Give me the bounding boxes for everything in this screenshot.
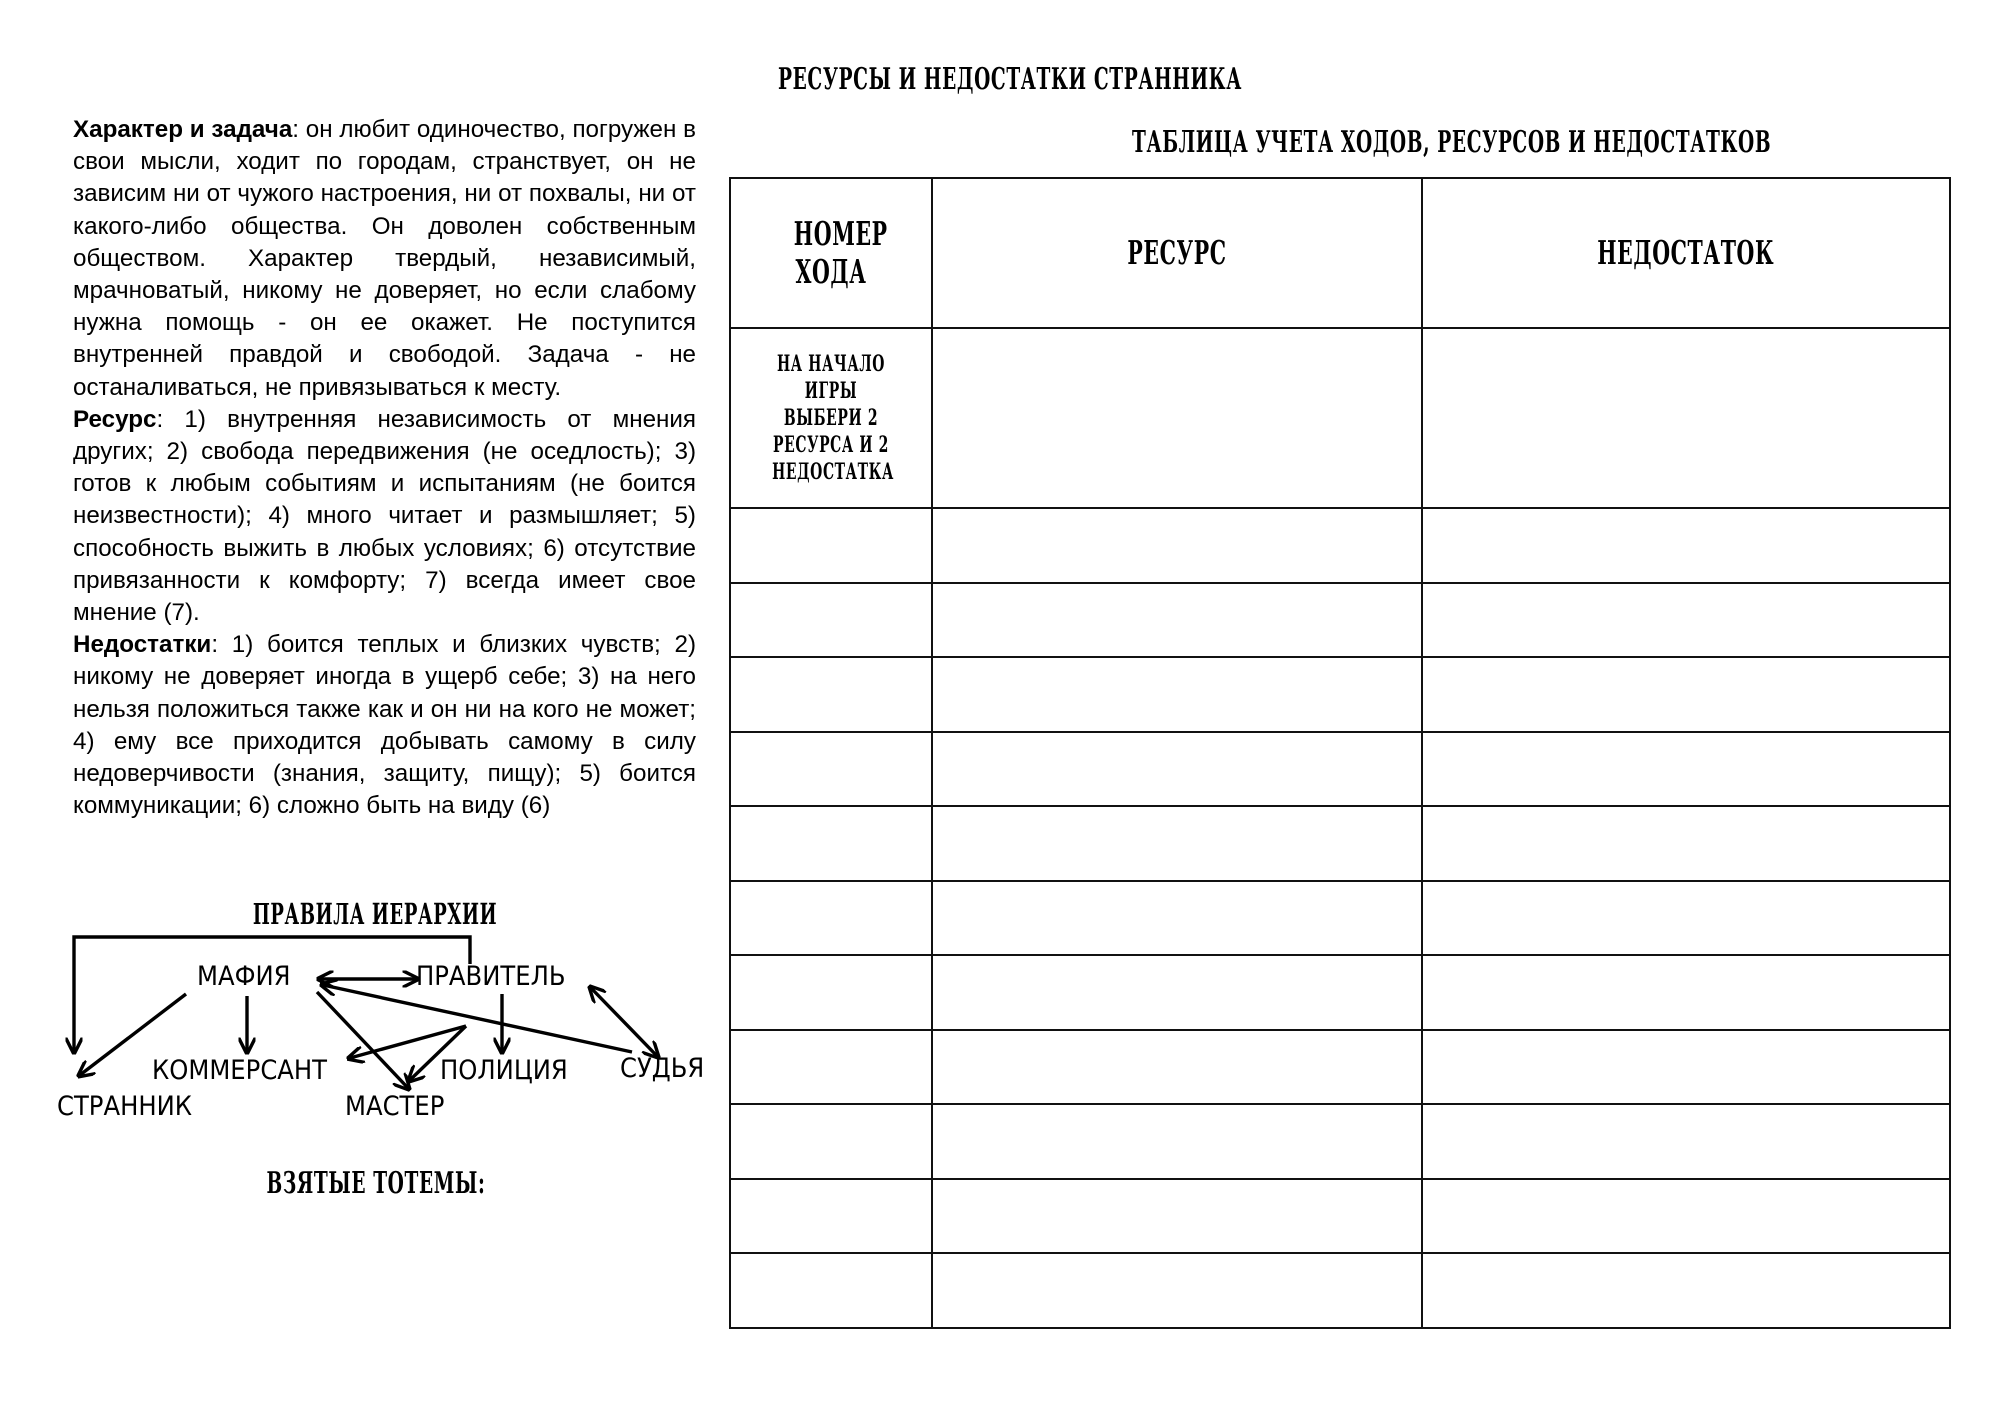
turn-number-cell[interactable] (730, 881, 932, 956)
character-and-task-paragraph (73, 114, 696, 404)
weakness-cell[interactable] (1422, 1030, 1950, 1105)
table-row (730, 1104, 1950, 1179)
weakness-cell[interactable] (1422, 1253, 1950, 1328)
weaknesses-text: : 1) боится теплых и близких чувств; 2) никому не доверяет иногда в ущерб себе; 3) на него нельзя положиться также как и он ни на кого не может; 4) ему все приходится добывать самому в силу недоверчивости (знания, защиту, пищу); 5) боится коммуникации; 6) сложно быть на виду (6) (73, 631, 696, 820)
table-row (730, 881, 1950, 956)
header-resource-label: РЕСУРС (1127, 233, 1227, 272)
resource-cell[interactable] (932, 955, 1422, 1030)
weakness-cell[interactable] (1422, 806, 1950, 881)
header-weakness (1422, 178, 1950, 328)
table-row (730, 657, 1950, 732)
weakness-cell[interactable] (1422, 1179, 1950, 1254)
start-resource-cell[interactable] (932, 328, 1422, 508)
resources-paragraph (73, 404, 696, 629)
turn-number-cell[interactable] (730, 508, 932, 583)
resource-cell[interactable] (932, 1253, 1422, 1328)
table-row (730, 508, 1950, 583)
header-resource (932, 178, 1422, 328)
node-police: ПОЛИЦИЯ (440, 1055, 568, 1086)
resource-cell[interactable] (932, 657, 1422, 732)
resource-cell[interactable] (932, 806, 1422, 881)
weakness-cell[interactable] (1422, 732, 1950, 807)
start-note-text: НА НАЧАЛО ИГРЫ ВЫБЕРИ 2 РЕСУРСА И 2 НЕДОСТАТКА (772, 350, 894, 485)
table-row (730, 1253, 1950, 1328)
weakness-cell[interactable] (1422, 583, 1950, 658)
node-wanderer: СТРАННИК (57, 1091, 193, 1122)
character-and-task-text: : он любит одиночество, погружен в свои мысли, ходит по городам, странствует, он не зависим ни от чужого настроения, ни от похвалы, ни от какого-либо общества. Он доволен собственным обществом. Характер твердый, независимый, мрачноватый, никому не доверяет, но если слабому нужна помощь - он ее окажет. Не поступится внутренней правдой и свободой. Задача - не останаливаться, не привязываться к месту. (73, 116, 696, 401)
start-weakness-cell[interactable] (1422, 328, 1950, 508)
hierarchy-title: ПРАВИЛА ИЕРАРХИИ (252, 897, 498, 931)
node-merchant: КОММЕРСАНТ (152, 1055, 328, 1086)
table-row-start (730, 328, 1950, 508)
hierarchy-diagram (0, 920, 720, 1130)
node-judge: СУДЬЯ (620, 1053, 705, 1084)
turn-number-cell[interactable] (730, 583, 932, 658)
weakness-cell[interactable] (1422, 657, 1950, 732)
node-master: МАСТЕР (345, 1091, 445, 1122)
resource-cell[interactable] (932, 881, 1422, 956)
turn-number-cell[interactable] (730, 657, 932, 732)
weaknesses-paragraph (73, 629, 696, 822)
start-note-cell (730, 328, 932, 508)
table-row (730, 955, 1950, 1030)
character-and-task-label: Характер и задача (73, 116, 293, 143)
header-turn-number-label: НОМЕР ХОДА (793, 214, 888, 291)
turn-number-cell[interactable] (730, 1253, 932, 1328)
resource-cell[interactable] (932, 1030, 1422, 1105)
resources-text: : 1) внутренняя независимость от мнения других; 2) свобода передвижения (не оседлость); 3) готов к любым событиям и испытаниям (не боится неизвестности); 4) много читает и размышляет; 5) способность выжить в любых условиях; 6) отсутствие привязанности к комфорту; 7) всегда имеет свое мнение (7). (73, 405, 696, 627)
resource-cell[interactable] (932, 732, 1422, 807)
arrow-mafia-to-master (317, 992, 408, 1088)
table-row (730, 583, 1950, 658)
resource-cell[interactable] (932, 508, 1422, 583)
turn-number-cell[interactable] (730, 1030, 932, 1105)
weaknesses-label: Недостатки (73, 631, 212, 659)
table-row (730, 1030, 1950, 1105)
resource-cell[interactable] (932, 1179, 1422, 1254)
node-mafia: МАФИЯ (197, 961, 291, 992)
weakness-cell[interactable] (1422, 881, 1950, 956)
turn-number-cell[interactable] (730, 806, 932, 881)
turn-number-cell[interactable] (730, 732, 932, 807)
character-description (73, 114, 696, 822)
tracking-table (729, 177, 1951, 1329)
weakness-cell[interactable] (1422, 1104, 1950, 1179)
header-turn-number (730, 178, 932, 328)
node-ruler: ПРАВИТЕЛЬ (416, 961, 566, 992)
weakness-cell[interactable] (1422, 955, 1950, 1030)
header-weakness-label: НЕДОСТАТОК (1597, 233, 1775, 272)
table-row (730, 732, 1950, 807)
turn-number-cell[interactable] (730, 1179, 932, 1254)
totems-title: ВЗЯТЫЕ ТОТЕМЫ: (266, 1166, 486, 1201)
turn-number-cell[interactable] (730, 955, 932, 1030)
turn-number-cell[interactable] (730, 1104, 932, 1179)
resources-label: Ресурс (73, 405, 157, 433)
table-title: ТАБЛИЦА УЧЕТА ХОДОВ, РЕСУРСОВ И НЕДОСТАТКОВ (1132, 125, 1772, 160)
arrow-judge-to-mafia (323, 985, 632, 1052)
resource-cell[interactable] (932, 1104, 1422, 1179)
table-header-row (730, 178, 1950, 328)
table-row (730, 806, 1950, 881)
page-title: РЕСУРСЫ И НЕДОСТАТКИ СТРАННИКА (778, 62, 1242, 97)
resource-cell[interactable] (932, 583, 1422, 658)
weakness-cell[interactable] (1422, 508, 1950, 583)
table-row (730, 1179, 1950, 1254)
